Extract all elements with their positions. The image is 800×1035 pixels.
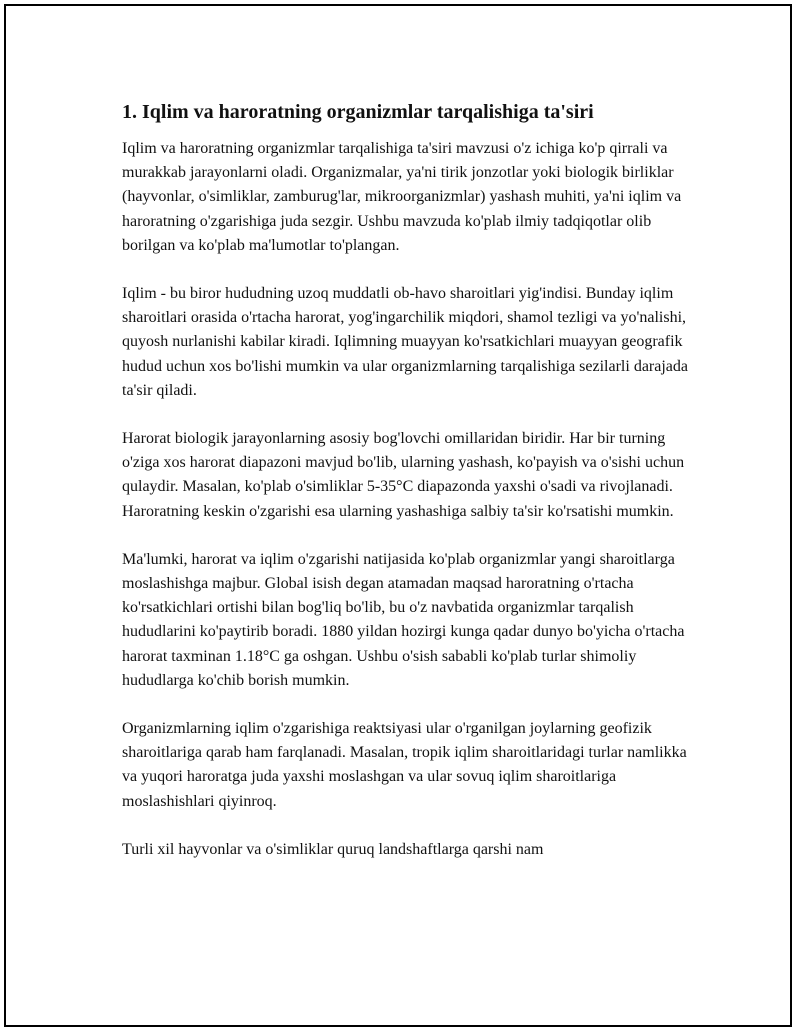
paragraph-2: Iqlim - bu biror hududning uzoq muddatli ob-havo sharoitlari yig'indisi. Bunday iqlim sharoitlari orasida o'rtacha harorat, yog'ingarchilik miqdori, shamol tezligi va yo'nalishi, quyosh nurlanishi kabilar kiradi. Iqlimning muayyan ko'rsatkichlari muayyan geografik hudud uchun xos bo'lishi mumkin va ular organizmlarning tarqalishiga sezilarli darajada ta'sir qiladi. [122,285,688,399]
paragraph-3: Harorat biologik jarayonlarning asosiy bog'lovchi omillaridan biridir. Har bir turning o'ziga xos harorat diapazoni mavjud bo'lib, ularning yashash, ko'payish va o'sishi uchun qulaydir. Masalan, ko'plab o'simliklar 5-35°C diapazonda yaxshi o'sadi va rivojlanadi. Haroratning keskin o'zgarishi esa ularning yashashiga salbiy ta'sir ko'rsatishi mumkin. [122,430,685,520]
paragraph-1: Iqlim va haroratning organizmlar tarqalishiga ta'siri mavzusi o'z ichiga ko'p qirrali va murakkab jarayonlarni oladi. Organizmalar, ya'ni tirik jonzotlar yoki biologik birliklar (hayvonlar, o'simliklar, zamburug'lar, mikroorganizmlar) yashash muhiti, ya'ni iqlim va haroratning o'zgarishiga juda sezgir. Ushbu mavzuda ko'plab ilmiy tadqiqotlar olib borilgan va ko'plab ma'lumotlar to'plangan. [122,140,682,254]
section-heading: 1. Iqlim va haroratning organizmlar tarqalishiga ta'siri [122,101,594,123]
paragraph-5: Organizmlarning iqlim o'zgarishiga reaktsiyasi ular o'rganilgan joylarning geofizik sharoitlariga qarab ham farqlanadi. Masalan, tropik iqlim sharoitlaridagi turlar namlikka va yuqori haroratga juda yaxshi moslashgan va ular sovuq iqlim sharoitlariga moslashishlari qiyinroq. [122,720,687,810]
page-frame [4,4,792,1027]
paragraph-6: Turli xil hayvonlar va o'simliklar quruq landshaftlarga qarshi nam [122,840,544,858]
paragraph-4: Ma'lumki, harorat va iqlim o'zgarishi natijasida ko'plab organizmlar yangi sharoitlarga moslashishga majbur. Global isish degan atamadan maqsad haroratning o'rtacha ko'rsatkichlari ortishi bilan bog'liq bo'lib, bu o'z navbatida organizmlar tarqalish hududlarini ko'paytirib boradi. 1880 yildan hozirgi kunga qadar dunyo bo'yicha o'rtacha harorat taxminan 1.18°C ga oshgan. Ushbu o'sish sababli ko'plab turlar shimoliy hududlarga ko'chib borish mumkin. [122,550,685,689]
document-body [122,98,694,886]
